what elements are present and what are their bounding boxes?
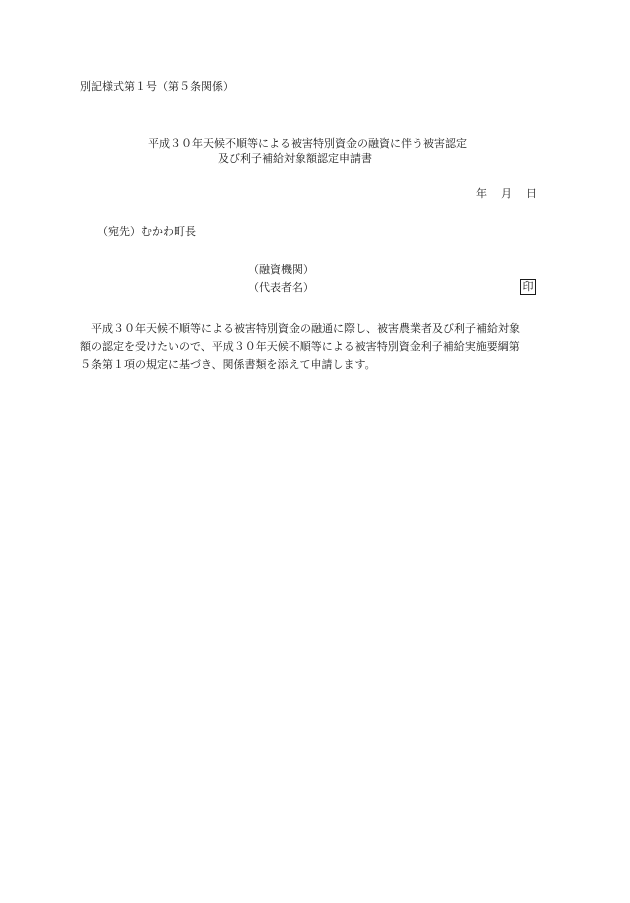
representative-label: （代表者名）: [248, 281, 314, 294]
institution-label: （融資機関）: [248, 263, 314, 276]
date-year: 年: [476, 187, 487, 200]
form-number: 別記様式第１号（第５条関係）: [80, 80, 234, 93]
document-title-line-2: 及び利子補給対象額認定申請書: [218, 152, 372, 165]
addressee: （宛先）むかわ町長: [97, 225, 196, 238]
body-line: ５条第１項の規定に基づき、関係書類を添えて申請します。: [80, 358, 376, 371]
date-month: 月: [501, 187, 512, 200]
application-body: [80, 320, 560, 374]
seal-box: 印: [520, 279, 536, 295]
date-line: [476, 188, 537, 199]
date-day: 日: [526, 187, 537, 200]
body-line: 額の認定を受けたいので、平成３０年天候不順等による被害特別資金利子補給実施要綱第: [80, 340, 520, 353]
body-line: 平成３０年天候不順等による被害特別資金の融通に際し、被害農業者及び利子補給対象: [91, 322, 520, 335]
document-title-line-1: 平成３０年天候不順等による被害特別資金の融資に伴う被害認定: [148, 137, 467, 150]
